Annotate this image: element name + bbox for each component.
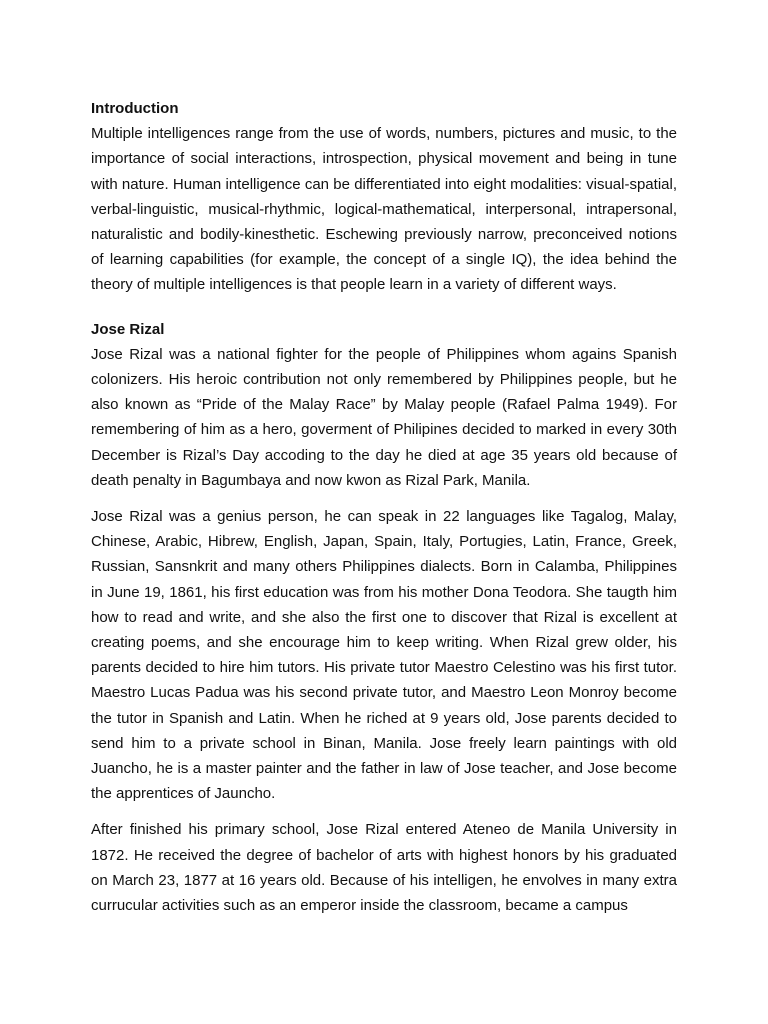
rizal-paragraph-3: After finished his primary school, Jose Rizal entered Ateneo de Manila University in 1872. He received the degree of bachelor of arts with highest honors by his graduated on March 23, 1877 at 16 years old. Because of his intelligen, he envolves in many extra currucular activities such as an emperor inside the classroom, became a campus	[91, 821, 677, 915]
section-heading-introduction: Introduction	[91, 100, 179, 117]
document-page	[91, 96, 677, 918]
section-heading-jose-rizal: Jose Rizal	[91, 320, 165, 338]
rizal-paragraph-2: Jose Rizal was a genius person, he can speak in 22 languages like Tagalog, Malay, Chinese, Arabic, Hibrew, English, Japan, Spain, Italy, Portugies, Latin, France, Greek, Russian, Sansnkrit and many others Philippines dialects. Born in Calamba, Philippines in June 19, 1861, his first education was from his mother Dona Teodora. She taugth him how to read and write, and she also the first one to discover that Rizal is excellent at creating poems, and she encourage him to keep writing. When Rizal grew older, his parents decided to hire him tutors. His private tutor Maestro Celestino was his first tutor. Maestro Lucas Padua was his second private tutor, and Maestro Leon Monroy become the tutor in Spanish and Latin. When he riched at 9 years old, Jose parents decided to send him to a private school in Binan, Manila. Jose freely learn paintings with old Juancho, he is a master painter and the father in law of Jose teacher, and Jose become the apprentices of Jauncho.	[91, 508, 677, 803]
intro-paragraph: Multiple intelligences range from the use of words, numbers, pictures and music, to the importance of social interactions, introspection, physical movement and being in tune with nature. Human intelligence can be differentiated into eight modalities: visual-spatial, verbal-linguistic, musical-rhythmic, logical-mathematical, interpersonal, intrapersonal, naturalistic and bodily-kinesthetic. Eschewing previously narrow, preconceived notions of learning capabilities (for example, the concept of a single IQ), the idea behind the theory of multiple intelligences is that people learn in a variety of different ways.	[91, 125, 677, 294]
rizal-paragraph-1: Jose Rizal was a national fighter for the people of Philippines whom agains Spanish colonizers. His heroic contribution not only remembered by Philippines people, but he also known as “Pride of the Malay Race” by Malay people (Rafael Palma 1949). For remembering of him as a hero, goverment of Philipines decided to marked in every 30th December is Rizal’s Day accoding to the day he died at age 35 years old because of death penalty in Bagumbaya and now kwon as Rizal Park, Manila.	[91, 345, 677, 489]
